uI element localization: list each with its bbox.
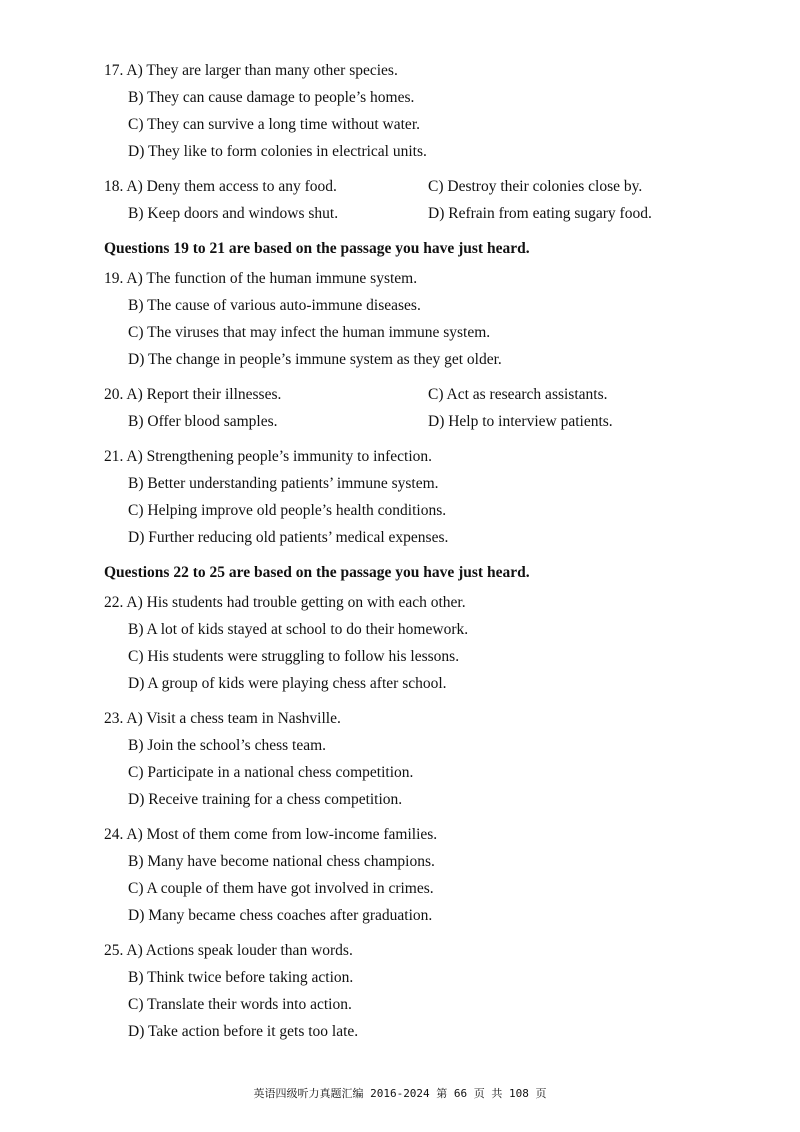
page-footer: [0, 1085, 800, 1101]
question-23: [104, 705, 704, 813]
option-25b: B) Think twice before taking action.: [128, 969, 354, 986]
question-24: [104, 821, 704, 929]
question-21: [104, 443, 704, 551]
section-heading-19-21: Questions 19 to 21 are based on the passage you have just heard.: [104, 240, 530, 257]
option-20b: B) Offer blood samples.: [128, 413, 278, 430]
option-19b: B) The cause of various auto-immune diseases.: [128, 297, 421, 314]
option-24d: D) Many became chess coaches after graduation.: [128, 907, 433, 924]
question-18: [104, 173, 704, 227]
option-22c: C) His students were struggling to follow his lessons.: [128, 648, 460, 665]
option-22b: B) A lot of kids stayed at school to do their homework.: [128, 621, 469, 638]
option-24a: 24. A) Most of them come from low-income families.: [104, 826, 438, 843]
option-22d: D) A group of kids were playing chess after school.: [128, 675, 447, 692]
option-19a: 19. A) The function of the human immune system.: [104, 270, 418, 287]
question-list: [104, 57, 704, 1045]
option-17b: B) They can cause damage to people’s homes.: [128, 89, 415, 106]
option-17a: 17. A) They are larger than many other species.: [104, 62, 398, 79]
option-17c: C) They can survive a long time without water.: [128, 116, 420, 133]
option-25d: D) Take action before it gets too late.: [128, 1023, 359, 1040]
option-20d: D) Help to interview patients.: [428, 413, 613, 430]
question-20: [104, 381, 704, 435]
option-18d: D) Refrain from eating sugary food.: [428, 205, 652, 222]
option-23b: B) Join the school’s chess team.: [128, 737, 327, 754]
option-23c: C) Participate in a national chess competition.: [128, 764, 414, 781]
option-23a: 23. A) Visit a chess team in Nashville.: [104, 710, 341, 727]
option-18c: C) Destroy their colonies close by.: [428, 178, 643, 195]
question-17: [104, 57, 704, 165]
option-18b: B) Keep doors and windows shut.: [128, 205, 339, 222]
option-21d: D) Further reducing old patients’ medical expenses.: [128, 529, 449, 546]
option-21c: C) Helping improve old people’s health conditions.: [128, 502, 447, 519]
option-19d: D) The change in people’s immune system as they get older.: [128, 351, 502, 368]
footer-text: 英语四级听力真题汇编 2016-2024 第 66 页 共 108 页: [253, 1087, 547, 1100]
option-23d: D) Receive training for a chess competition.: [128, 791, 403, 808]
option-24b: B) Many have become national chess champions.: [128, 853, 435, 870]
question-25: [104, 937, 704, 1045]
section-heading-22-25: Questions 22 to 25 are based on the passage you have just heard.: [104, 564, 530, 581]
option-25a: 25. A) Actions speak louder than words.: [104, 942, 353, 959]
question-19: [104, 265, 704, 373]
option-20a: 20. A) Report their illnesses.: [104, 386, 282, 403]
option-21a: 21. A) Strengthening people’s immunity to infection.: [104, 448, 433, 465]
option-21b: B) Better understanding patients’ immune system.: [128, 475, 439, 492]
question-22: [104, 589, 704, 697]
option-22a: 22. A) His students had trouble getting on with each other.: [104, 594, 466, 611]
option-17d: D) They like to form colonies in electrical units.: [128, 143, 427, 160]
option-19c: C) The viruses that may infect the human immune system.: [128, 324, 491, 341]
option-18a: 18. A) Deny them access to any food.: [104, 178, 337, 195]
option-20c: C) Act as research assistants.: [428, 386, 608, 403]
option-25c: C) Translate their words into action.: [128, 996, 352, 1013]
option-24c: C) A couple of them have got involved in crimes.: [128, 880, 434, 897]
